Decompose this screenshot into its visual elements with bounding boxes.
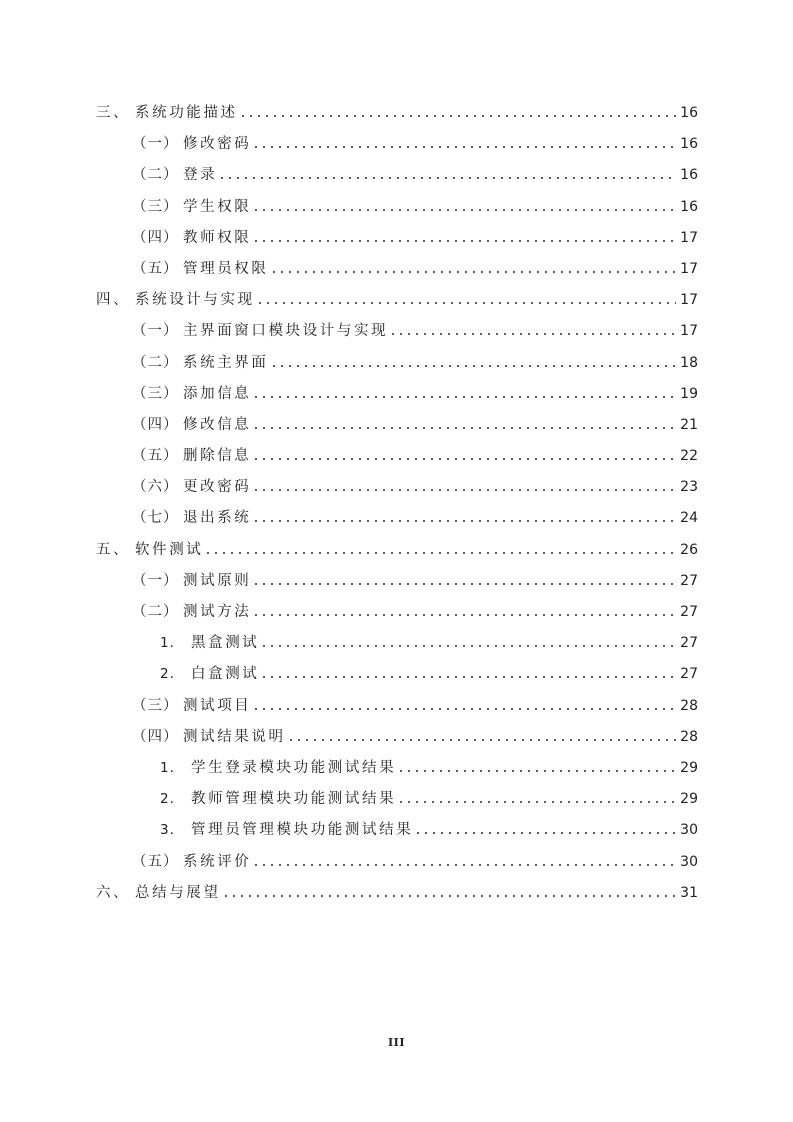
toc-entry-number: （二） — [132, 604, 179, 620]
table-of-contents — [0, 95, 793, 906]
toc-entry-line — [132, 694, 698, 714]
toc-entry-title: 黑盒测试 — [191, 635, 260, 652]
toc-dot-leader — [252, 135, 676, 149]
toc-entry-title: 测试方法 — [183, 604, 252, 620]
toc-entry-line — [132, 132, 698, 152]
toc-entry-level-2[interactable] — [0, 469, 793, 500]
toc-entry-level-1[interactable] — [0, 875, 793, 906]
toc-entry-page: 28 — [680, 697, 698, 714]
toc-entry-title: 测试原则 — [183, 572, 252, 589]
toc-dot-leader — [389, 322, 676, 336]
toc-entry-level-2[interactable] — [0, 844, 793, 875]
toc-entry-title: 测试项目 — [183, 697, 252, 714]
toc-entry-level-3[interactable] — [0, 656, 793, 687]
toc-entry-line — [96, 538, 698, 558]
toc-entry-title: 系统功能描述 — [135, 105, 238, 121]
toc-entry-number: （三） — [132, 385, 179, 402]
toc-entry-number: （一） — [132, 572, 179, 589]
toc-entry-level-3[interactable] — [0, 781, 793, 812]
toc-entry-page: 29 — [680, 791, 698, 808]
toc-entry-line — [132, 600, 698, 620]
toc-entry-level-2[interactable] — [0, 189, 793, 220]
toc-entry-title: 软件测试 — [135, 541, 204, 558]
toc-entry-number: （六） — [132, 479, 179, 496]
toc-dot-leader — [270, 354, 677, 368]
toc-entry-title: 修改密码 — [183, 136, 252, 153]
toc-entry-line — [132, 382, 698, 402]
toc-entry-title: 删除信息 — [183, 448, 252, 465]
toc-entry-line — [96, 288, 698, 308]
toc-entry-level-2[interactable] — [0, 688, 793, 719]
toc-dot-leader — [397, 759, 676, 773]
toc-entry-page: 27 — [680, 572, 698, 589]
toc-entry-page: 16 — [680, 198, 698, 215]
toc-entry-number: 2. — [160, 666, 175, 683]
toc-entry-number: 1. — [160, 759, 175, 776]
toc-entry-line — [132, 413, 698, 433]
toc-entry-level-2[interactable] — [0, 126, 793, 157]
toc-entry-title: 系统设计与实现 — [135, 292, 255, 309]
toc-dot-leader — [252, 603, 676, 617]
toc-dot-leader — [218, 166, 676, 180]
toc-entry-number: 1. — [160, 635, 175, 652]
toc-entry-title: 测试结果说明 — [183, 728, 286, 745]
toc-entry-line — [132, 506, 698, 526]
toc-entry-level-2[interactable] — [0, 157, 793, 188]
toc-entry-title: 管理员权限 — [183, 260, 269, 277]
toc-dot-leader — [414, 821, 676, 835]
toc-dot-leader — [252, 447, 676, 461]
toc-entry-page: 16 — [680, 105, 698, 121]
toc-entry-title: 系统主界面 — [183, 354, 269, 371]
toc-entry-title: 登录 — [183, 167, 218, 184]
toc-entry-number: （五） — [132, 260, 179, 277]
toc-entry-number: （三） — [132, 198, 179, 215]
toc-entry-title: 修改信息 — [183, 416, 252, 433]
toc-entry-line — [132, 351, 698, 371]
toc-entry-level-2[interactable] — [0, 376, 793, 407]
toc-entry-line — [132, 195, 698, 215]
toc-entry-number: 五、 — [96, 541, 131, 558]
toc-entry-title: 退出系统 — [183, 510, 252, 527]
toc-entry-number: （一） — [132, 323, 179, 340]
toc-entry-line — [132, 226, 698, 246]
toc-entry-level-3[interactable] — [0, 625, 793, 656]
toc-dot-leader — [270, 260, 677, 274]
toc-entry-number: （一） — [132, 136, 179, 153]
toc-entry-page: 17 — [680, 260, 698, 277]
toc-entry-page: 24 — [680, 510, 698, 527]
toc-entry-level-2[interactable] — [0, 313, 793, 344]
toc-dot-leader — [252, 572, 676, 586]
toc-entry-number: 六、 — [96, 884, 131, 901]
toc-entry-line — [160, 662, 698, 682]
toc-entry-line — [132, 319, 698, 339]
toc-dot-leader — [256, 291, 676, 305]
toc-entry-level-3[interactable] — [0, 812, 793, 843]
toc-dot-leader — [287, 728, 677, 742]
toc-entry-number: （二） — [132, 167, 179, 184]
toc-dot-leader — [260, 665, 676, 679]
toc-entry-page: 17 — [680, 292, 698, 309]
toc-dot-leader — [252, 198, 676, 212]
toc-entry-line — [96, 881, 698, 901]
toc-entry-page: 27 — [680, 635, 698, 652]
toc-entry-number: 3. — [160, 822, 175, 839]
toc-entry-page: 19 — [680, 385, 698, 402]
toc-entry-number: （五） — [132, 448, 179, 465]
toc-entry-title: 教师权限 — [183, 229, 252, 246]
toc-entry-number: （四） — [132, 728, 179, 745]
toc-entry-title: 更改密码 — [183, 479, 252, 496]
toc-entry-line — [132, 444, 698, 464]
toc-entry-number: （二） — [132, 354, 179, 371]
toc-entry-level-2[interactable] — [0, 251, 793, 282]
toc-entry-line — [96, 101, 698, 121]
toc-entry-level-1[interactable] — [0, 95, 793, 126]
toc-entry-line — [160, 787, 698, 807]
toc-entry-title: 学生登录模块功能测试结果 — [191, 759, 397, 776]
toc-dot-leader — [252, 509, 676, 523]
toc-entry-title: 白盒测试 — [191, 666, 260, 683]
toc-entry-line — [132, 850, 698, 870]
toc-dot-leader — [252, 229, 676, 243]
toc-entry-page: 27 — [680, 666, 698, 683]
toc-entry-page: 29 — [680, 759, 698, 776]
toc-entry-level-2[interactable] — [0, 345, 793, 376]
toc-dot-leader — [239, 104, 677, 118]
toc-entry-title: 总结与展望 — [135, 884, 221, 901]
toc-entry-number: 四、 — [96, 292, 131, 309]
toc-entry-level-1[interactable] — [0, 282, 793, 313]
toc-entry-line — [132, 475, 698, 495]
toc-entry-line — [132, 725, 698, 745]
toc-entry-level-2[interactable] — [0, 407, 793, 438]
toc-entry-line — [132, 569, 698, 589]
toc-entry-number: （四） — [132, 229, 179, 246]
toc-entry-page: 17 — [680, 229, 698, 246]
toc-entry-level-2[interactable] — [0, 220, 793, 251]
toc-entry-page: 31 — [680, 884, 698, 901]
toc-entry-level-3[interactable] — [0, 750, 793, 781]
toc-entry-page: 30 — [680, 853, 698, 870]
toc-dot-leader — [397, 790, 676, 804]
toc-dot-leader — [260, 634, 676, 648]
toc-entry-level-2[interactable] — [0, 438, 793, 469]
toc-dot-leader — [252, 853, 676, 867]
toc-entry-number: 2. — [160, 791, 175, 808]
toc-entry-level-1[interactable] — [0, 532, 793, 563]
toc-entry-line — [160, 631, 698, 651]
toc-dot-leader — [222, 884, 677, 898]
toc-entry-page: 22 — [680, 448, 698, 465]
toc-entry-page: 17 — [680, 323, 698, 340]
toc-entry-number: （四） — [132, 416, 179, 433]
toc-dot-leader — [252, 697, 676, 711]
toc-entry-title: 管理员管理模块功能测试结果 — [191, 822, 414, 839]
toc-entry-page: 18 — [680, 354, 698, 371]
toc-entry-page: 16 — [680, 167, 698, 184]
toc-entry-line — [160, 756, 698, 776]
toc-entry-number: （七） — [132, 510, 179, 527]
toc-entry-line — [160, 818, 698, 838]
toc-entry-title: 系统评价 — [183, 853, 252, 870]
page-number: III — [388, 1036, 405, 1049]
toc-entry-title: 学生权限 — [183, 198, 252, 215]
toc-entry-number: （三） — [132, 697, 179, 714]
toc-entry-line — [132, 257, 698, 277]
toc-entry-page: 27 — [680, 604, 698, 620]
toc-entry-page: 28 — [680, 728, 698, 745]
toc-entry-page: 16 — [680, 136, 698, 153]
toc-entry-title: 主界面窗口模块设计与实现 — [183, 323, 389, 340]
toc-dot-leader — [252, 416, 676, 430]
toc-dot-leader — [252, 385, 676, 399]
toc-entry-page: 23 — [680, 479, 698, 496]
toc-entry-page: 26 — [680, 541, 698, 558]
toc-entry-number: 三、 — [96, 105, 131, 121]
toc-entry-page: 21 — [680, 416, 698, 433]
toc-dot-leader — [252, 478, 676, 492]
toc-entry-page: 30 — [680, 822, 698, 839]
toc-entry-title: 添加信息 — [183, 385, 252, 402]
toc-entry-level-2[interactable] — [0, 594, 793, 625]
toc-entry-level-2[interactable] — [0, 563, 793, 594]
toc-entry-level-2[interactable] — [0, 719, 793, 750]
toc-entry-level-2[interactable] — [0, 500, 793, 531]
toc-dot-leader — [204, 541, 676, 555]
toc-entry-line — [132, 163, 698, 183]
toc-entry-title: 教师管理模块功能测试结果 — [191, 791, 397, 808]
toc-entry-number: （五） — [132, 853, 179, 870]
